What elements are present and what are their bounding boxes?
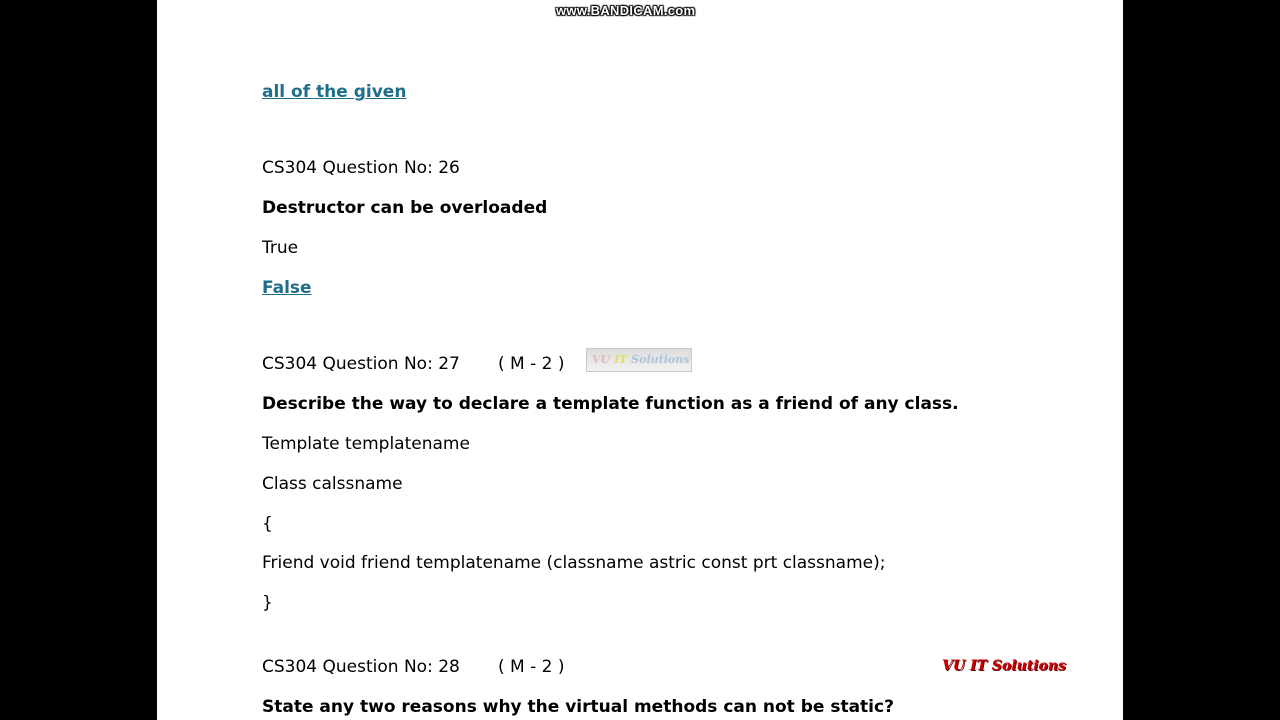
q28-title: CS304 Question No: 28: [262, 657, 460, 677]
q26-title: CS304 Question No: 26: [262, 158, 460, 178]
vu-it-solutions-logo-small: [586, 348, 692, 372]
q28-marks: ( M - 2 ): [498, 657, 565, 677]
logo-vu-text: VU: [592, 353, 611, 366]
q27-answer-line-1: Template templatename: [262, 434, 470, 454]
q26-option-true: True: [262, 238, 299, 258]
q27-answer-line-4: Friend void friend templatename (classname astric const prt classname);: [262, 553, 886, 573]
logo-it-text: IT: [613, 353, 628, 366]
q27-answer-line-5: }: [262, 593, 273, 613]
q27-title: CS304 Question No: 27: [262, 354, 460, 374]
q27-question: Describe the way to declare a template function as a friend of any class.: [262, 394, 959, 414]
vu-it-solutions-logo-large: VU IT Solutions: [942, 658, 1066, 674]
q28-question: State any two reasons why the virtual methods can not be static?: [262, 697, 894, 717]
q26-question: Destructor can be overloaded: [262, 198, 548, 218]
recorder-watermark: www.BANDICAM.com: [556, 3, 696, 18]
logo-solutions-text: Solutions: [631, 353, 690, 366]
q26-answer-false: False: [262, 278, 312, 298]
q27-answer-line-2: Class calssname: [262, 474, 403, 494]
q27-answer-line-3: {: [262, 514, 273, 534]
previous-answer: all of the given: [262, 82, 407, 102]
q27-marks: ( M - 2 ): [498, 354, 565, 374]
